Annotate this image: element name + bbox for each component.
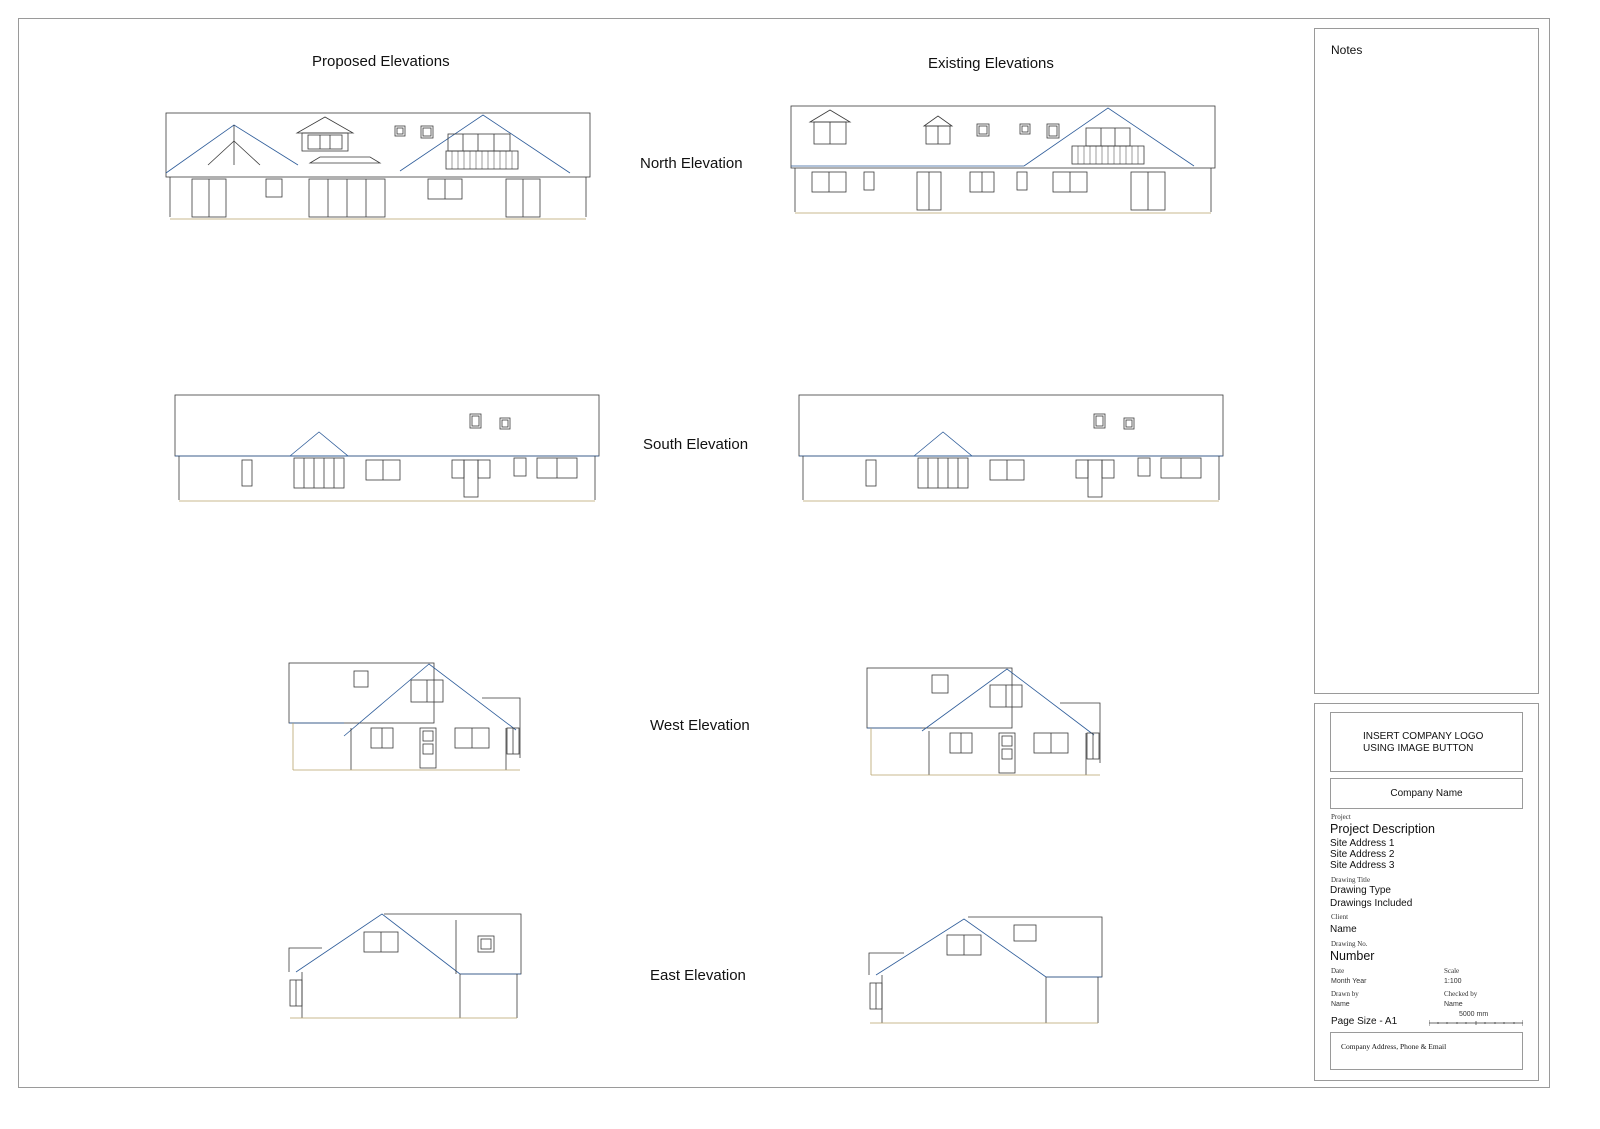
proposed-west-elevation-drawing — [284, 658, 529, 783]
existing-elevations-heading: Existing Elevations — [928, 55, 1054, 72]
proposed-south-elevation-drawing — [170, 390, 610, 515]
project-description: Project Description — [1330, 822, 1435, 836]
drawn-by-value: Name — [1331, 1001, 1350, 1008]
proposed-elevations-heading: Proposed Elevations — [312, 53, 450, 70]
notes-title: Notes — [1331, 43, 1363, 57]
proposed-east-elevation-drawing — [284, 910, 529, 1035]
west-elevation-label: West Elevation — [650, 717, 750, 734]
drawing-no-label: Drawing No. — [1331, 940, 1368, 948]
checked-by-label: Checked by — [1444, 990, 1478, 998]
notes-panel — [1314, 28, 1539, 694]
date-label: Date — [1331, 967, 1345, 975]
existing-east-elevation-drawing — [864, 913, 1109, 1038]
existing-north-elevation-drawing — [786, 100, 1226, 230]
east-elevation-label: East Elevation — [650, 967, 746, 984]
project-label: Project — [1331, 813, 1351, 821]
drawings-included: Drawings Included — [1330, 898, 1413, 909]
logo-line-2: USING IMAGE BUTTON — [1363, 743, 1474, 754]
existing-south-elevation-drawing — [794, 390, 1234, 515]
scale-value: 1:100 — [1444, 978, 1462, 985]
site-address-1: Site Address 1 — [1330, 838, 1395, 849]
drawing-number: Number — [1330, 949, 1375, 963]
site-address-3: Site Address 3 — [1330, 860, 1395, 871]
logo-line-1: INSERT COMPANY LOGO — [1363, 731, 1484, 742]
company-logo-placeholder — [1330, 712, 1523, 772]
site-address-2: Site Address 2 — [1330, 849, 1395, 860]
drawn-by-label: Drawn by — [1331, 990, 1359, 998]
south-elevation-label: South Elevation — [643, 436, 749, 453]
company-name-box: Company Name — [1330, 778, 1523, 809]
scale-label: Scale — [1444, 967, 1460, 975]
north-elevation-label: North Elevation — [640, 155, 743, 172]
client-name: Name — [1330, 924, 1357, 935]
drawing-title-label: Drawing Title — [1331, 876, 1371, 884]
client-label: Client — [1331, 913, 1349, 921]
date-value: Month Year — [1331, 978, 1367, 985]
proposed-north-elevation-drawing — [160, 105, 600, 235]
scale-bar-label: 5000 mm — [1459, 1011, 1489, 1018]
page-size: Page Size - A1 — [1331, 1016, 1398, 1027]
scale-bar — [1429, 1018, 1523, 1026]
existing-west-elevation-drawing — [862, 663, 1107, 788]
company-address-box: Company Address, Phone & Email — [1330, 1032, 1523, 1070]
checked-by-value: Name — [1444, 1001, 1463, 1008]
title-block — [1314, 703, 1539, 1081]
drawing-type: Drawing Type — [1330, 885, 1391, 896]
